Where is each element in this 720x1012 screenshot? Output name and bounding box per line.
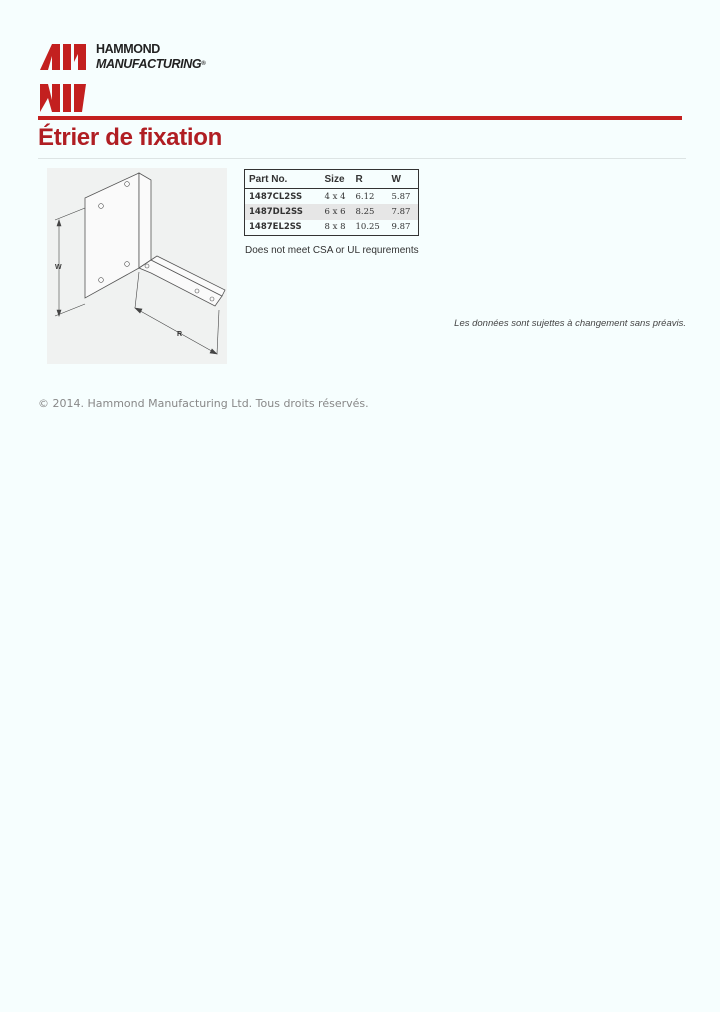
hammond-logo[interactable]	[38, 42, 220, 112]
cell-r: 10.25	[355, 222, 380, 232]
part-number-link[interactable]: 1487DL2SS	[245, 204, 321, 220]
table-header-row	[245, 170, 419, 189]
logo-line-1: HAMMOND	[96, 42, 160, 56]
parts-table	[244, 169, 419, 236]
registered-mark: ®	[201, 61, 206, 67]
disclaimer-text: Les données sont sujettes à changement sans préavis.	[454, 318, 686, 329]
cell-size: 6 x 6	[321, 204, 352, 220]
title-rule	[38, 158, 686, 159]
logo-line-2: MANUFACTURING®	[96, 57, 206, 71]
certification-note: Does not meet CSA or UL requrements	[245, 245, 419, 256]
hammond-logo-icon	[38, 42, 88, 112]
dimension-w-label: W	[55, 264, 62, 271]
cell-size: 4 x 4	[324, 191, 346, 202]
cell-r: 8.25	[352, 204, 388, 220]
table-row	[245, 220, 419, 236]
header-part-no: Part No.	[245, 170, 321, 189]
table-row	[245, 204, 419, 220]
cell-r: 6.12	[355, 191, 375, 202]
header-divider	[38, 116, 682, 120]
cell-w: 7.87	[388, 204, 419, 220]
cell-w: 9.87	[391, 222, 411, 232]
part-number-link[interactable]: 1487EL2SS	[249, 222, 302, 232]
header-size: Size	[321, 170, 352, 189]
header-w: W	[388, 170, 419, 189]
header-r: R	[352, 170, 388, 189]
dimension-r-label: R	[177, 331, 183, 338]
copyright-text: © 2014. Hammond Manufacturing Ltd. Tous droits réservés.	[38, 397, 369, 410]
bracket-drawing	[47, 168, 227, 364]
bracket-drawing-svg	[47, 168, 227, 364]
cell-w: 5.87	[391, 191, 411, 202]
cell-size: 8 x 8	[324, 222, 346, 232]
logo-wordmark	[96, 42, 205, 72]
page-title: Étrier de fixation	[38, 124, 222, 151]
part-number-link[interactable]: 1487CL2SS	[249, 191, 303, 202]
table-row	[245, 189, 419, 205]
